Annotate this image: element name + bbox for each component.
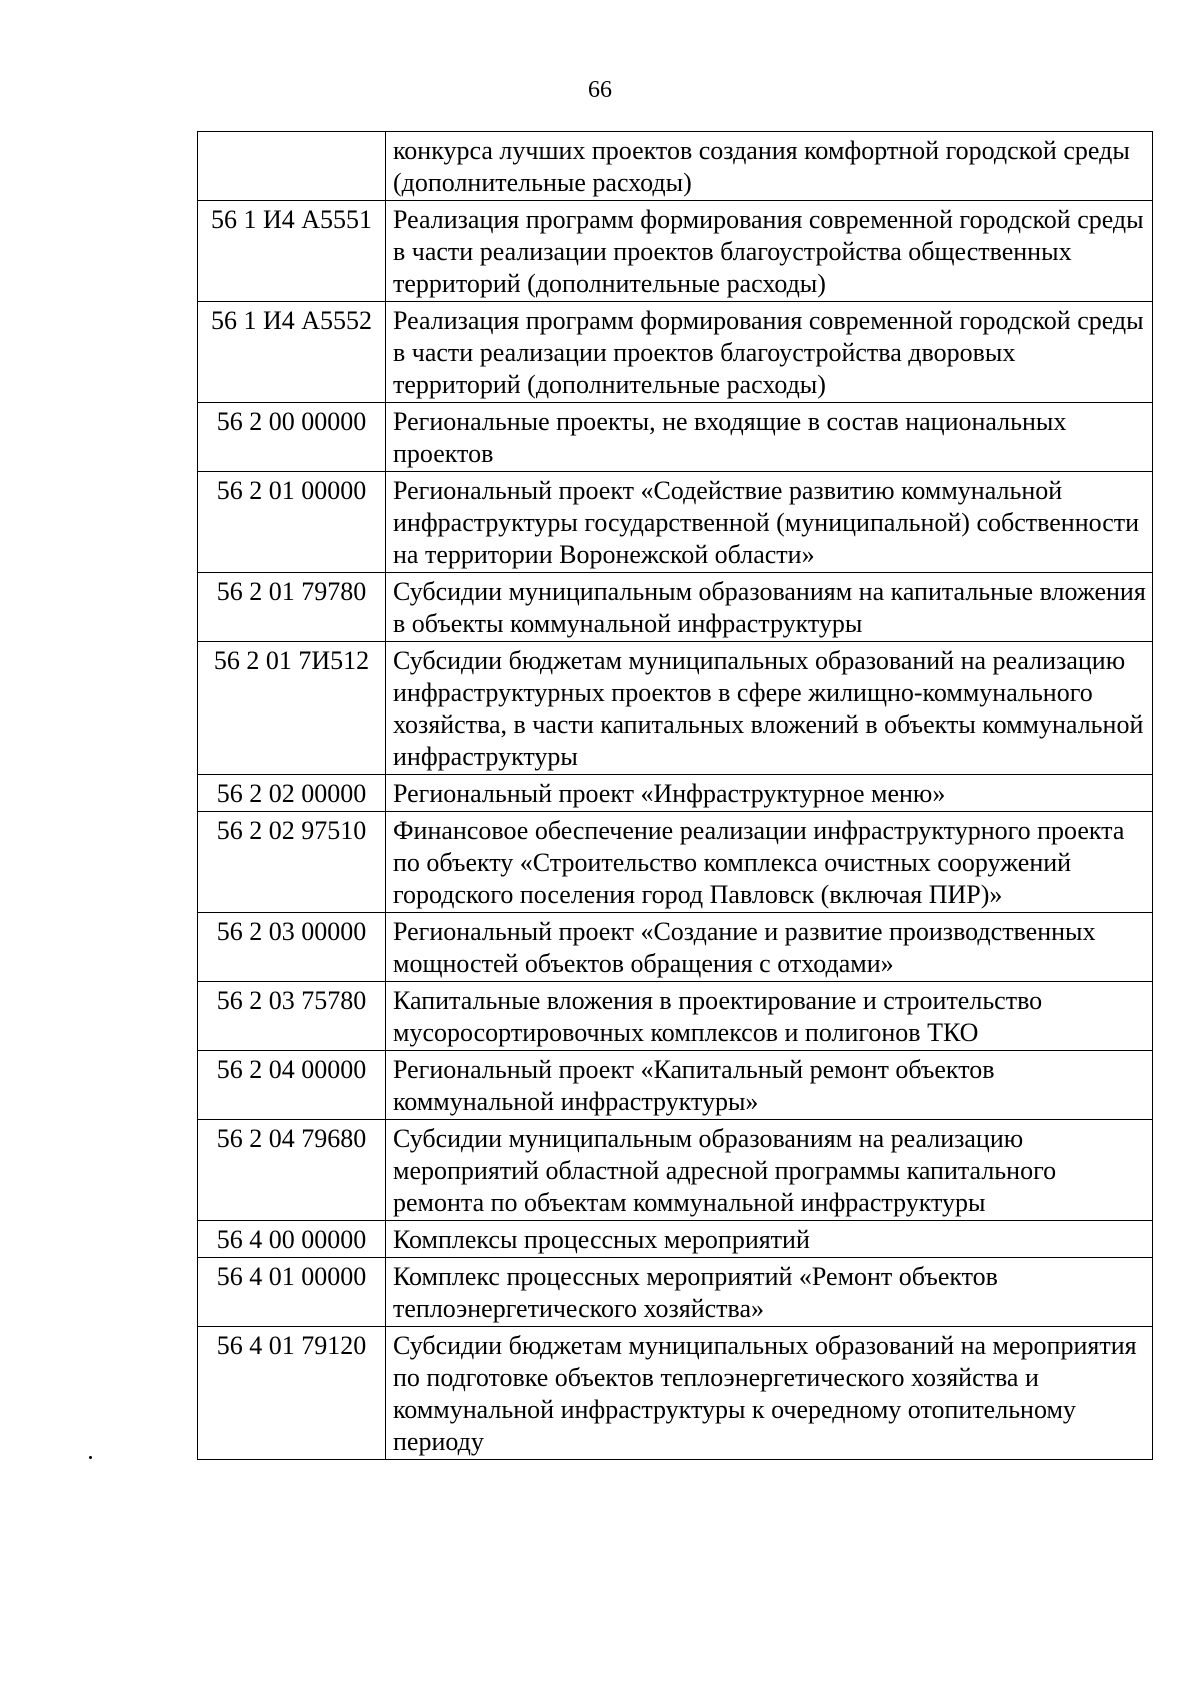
- code-cell: [198, 132, 386, 201]
- name-cell: Комплекс процессных мероприятий «Ремонт объектов теплоэнергетического хозяйства»: [386, 1258, 1153, 1327]
- code-cell: 56 1 И4 А5551: [198, 201, 386, 302]
- table-row: [198, 642, 1153, 775]
- code-cell: 56 2 01 79780: [198, 573, 386, 642]
- name-cell: Региональные проекты, не входящие в состав национальных проектов: [386, 403, 1153, 472]
- table-row: [198, 132, 1153, 201]
- table-row: [198, 982, 1153, 1051]
- table-row: [198, 573, 1153, 642]
- name-cell: Региональный проект «Инфраструктурное меню»: [386, 775, 1153, 812]
- table-row: [198, 775, 1153, 812]
- name-cell: Субсидии муниципальным образованиям на капитальные вложения в объекты коммунальной инфраструктуры: [386, 573, 1153, 642]
- code-cell: 56 2 04 00000: [198, 1051, 386, 1120]
- name-cell: Региональный проект «Капитальный ремонт объектов коммунальной инфраструктуры»: [386, 1051, 1153, 1120]
- name-cell: Комплексы процессных мероприятий: [386, 1221, 1153, 1258]
- page-number: 66: [588, 77, 612, 103]
- table-row: [198, 1120, 1153, 1221]
- table-row: [198, 302, 1153, 403]
- scan-dot: [89, 1456, 92, 1459]
- code-cell: 56 2 02 00000: [198, 775, 386, 812]
- name-cell: Субсидии бюджетам муниципальных образований на реализацию инфраструктурных проектов в сфере жилищно-коммунального хозяйства, в части капитальных вложений в объекты коммунальной инфраструктуры: [386, 642, 1153, 775]
- code-cell: 56 2 04 79680: [198, 1120, 386, 1221]
- code-cell: 56 4 01 00000: [198, 1258, 386, 1327]
- table-row: [198, 1327, 1153, 1460]
- name-cell: конкурса лучших проектов создания комфортной городской среды (дополнительные расходы): [386, 132, 1153, 201]
- table-row: [198, 201, 1153, 302]
- table-row: [198, 1258, 1153, 1327]
- code-cell: 56 2 03 75780: [198, 982, 386, 1051]
- name-cell: Субсидии бюджетам муниципальных образований на мероприятия по подготовке объектов теплоэнергетического хозяйства и коммунальной инфраструктуры к очередному отопительному периоду: [386, 1327, 1153, 1460]
- code-cell: 56 2 02 97510: [198, 812, 386, 913]
- table-row: [198, 913, 1153, 982]
- code-cell: 56 4 00 00000: [198, 1221, 386, 1258]
- table-row: [198, 403, 1153, 472]
- table-row: [198, 472, 1153, 573]
- name-cell: Финансовое обеспечение реализации инфраструктурного проекта по объекту «Строительство комплекса очистных сооружений городского поселения город Павловск (включая ПИР)»: [386, 812, 1153, 913]
- name-cell: Реализация программ формирования современной городской среды в части реализации проектов благоустройства общественных территорий (дополнительные расходы): [386, 201, 1153, 302]
- name-cell: Капитальные вложения в проектирование и строительство мусоросортировочных комплексов и полигонов ТКО: [386, 982, 1153, 1051]
- code-cell: 56 2 01 00000: [198, 472, 386, 573]
- name-cell: Региональный проект «Создание и развитие производственных мощностей объектов обращения с отходами»: [386, 913, 1153, 982]
- code-cell: 56 1 И4 А5552: [198, 302, 386, 403]
- table-row: [198, 812, 1153, 913]
- table-row: [198, 1221, 1153, 1258]
- code-cell: 56 2 01 7И512: [198, 642, 386, 775]
- name-cell: Реализация программ формирования современной городской среды в части реализации проектов благоустройства дворовых территорий (дополнительные расходы): [386, 302, 1153, 403]
- name-cell: Региональный проект «Содействие развитию коммунальной инфраструктуры государственной (муниципальной) собственности на территории Воронежской области»: [386, 472, 1153, 573]
- name-cell: Субсидии муниципальным образованиям на реализацию мероприятий областной адресной программы капитального ремонта по объектам коммунальной инфраструктуры: [386, 1120, 1153, 1221]
- code-cell: 56 4 01 79120: [198, 1327, 386, 1460]
- table-row: [198, 1051, 1153, 1120]
- code-cell: 56 2 00 00000: [198, 403, 386, 472]
- budget-codes-table: [197, 131, 1153, 1460]
- code-cell: 56 2 03 00000: [198, 913, 386, 982]
